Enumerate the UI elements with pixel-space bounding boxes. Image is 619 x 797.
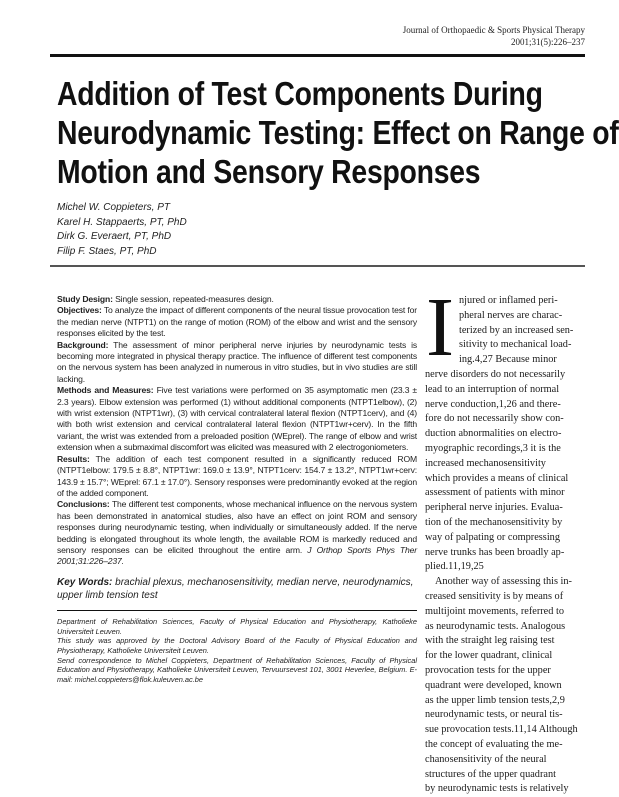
- body-line: ing.4,27 Because minor: [459, 354, 557, 366]
- title-line: Motion and Sensory Responses: [57, 153, 481, 190]
- section-label: Study Design:: [57, 294, 113, 304]
- citation: J Orthop Sports Phys Ther 2001;31:226–237.: [57, 544, 417, 567]
- body-line: neurodynamic tests, or neural tis-: [425, 709, 563, 721]
- body-line: sitivity to mechanical load-: [459, 339, 572, 351]
- body-line: for the lower quadrant, clinical: [425, 650, 553, 662]
- author: Karel H. Stappaerts, PT, PhD: [57, 216, 187, 228]
- author: Dirk G. Everaert, PT, PhD: [57, 231, 172, 242]
- authors-rule: [50, 265, 585, 267]
- section-text: Single session, repeated-measures design.: [112, 294, 274, 304]
- section-label: Conclusions:: [57, 499, 110, 510]
- body-line: with the straight leg raising test: [425, 635, 555, 647]
- abstract-objectives: [57, 305, 417, 339]
- body-line: Another way of assessing this in-: [435, 576, 572, 588]
- body-line: fore do not necessarily show con-: [425, 413, 564, 425]
- section-label: Methods and Measures:: [57, 385, 154, 396]
- body-line: pheral nerves are charac-: [459, 309, 563, 321]
- abstract-methods: [57, 385, 417, 453]
- abstract-results: [57, 454, 417, 500]
- footnote-rule: [57, 610, 417, 612]
- article-title: [57, 74, 619, 191]
- body-line: plied.11,19,25: [425, 561, 484, 573]
- abstract-conclusions: [57, 499, 417, 567]
- footnote: Department of Rehabilitation Sciences, Faculty of Physical Education and Physiotherapy, Katholieke Universiteit Leuven.: [57, 617, 417, 636]
- journal-citation: 2001;31(5):226–237: [511, 37, 585, 47]
- body-line: nerve disorders do not necessarily: [425, 368, 566, 380]
- section-label: Background:: [57, 339, 109, 350]
- drop-cap: I: [426, 281, 454, 374]
- footnote: This study was approved by the Doctoral Advisory Board of the Faculty of Physical Education and Physiotherapy, Katholieke Universiteit Leuven.: [57, 636, 417, 656]
- body-line: multijoint movements, referred to: [425, 605, 564, 617]
- footnote: Send correspondence to Michel Coppieters, Department of Rehabilitation Sciences, Faculty of Physical Education and Physiotherapy, Katholieke Universiteit Leuven, Tervuursevest 101, 3001 Heverlee, Belgium. E-mail: michel.coppieters@flok.kuleuven.ac.be: [57, 655, 417, 684]
- left-column: [57, 294, 417, 684]
- section-text: The different test components, whose mechanical influence on the nervous system has been demonstrated in anatomical studies, also have an effect on joint ROM and sensory responses during neurodynamic testing, when individually or simultaneously added. If the nerve bedding is elongated throughout its whole length, the available ROM is markedly reduced and sensory responses can be elicited throughout the entire arm.: [57, 499, 417, 555]
- author: Michel W. Coppieters, PT: [57, 202, 170, 213]
- body-line: which provides a means of clinical: [425, 472, 569, 484]
- body-line: provocation tests for the upper: [425, 664, 551, 676]
- key-words-text: brachial plexus, mechanosensitivity, median nerve, neurodynamics, upper limb tension test: [57, 576, 414, 601]
- body-line: by neurodynamic tests is relatively: [425, 783, 569, 795]
- body-line: nerve trunks has been broadly ap-: [425, 546, 565, 558]
- abstract-background: [57, 340, 417, 386]
- key-words: [57, 576, 417, 602]
- body-column: [425, 294, 595, 797]
- abstract: [57, 294, 417, 568]
- body-line: the concept of evaluating the me-: [425, 738, 563, 750]
- body-line: peripheral nerve injuries. Evalua-: [425, 502, 563, 514]
- section-label: Results:: [57, 453, 90, 464]
- journal-name: Journal of Orthopaedic & Sports Physical Therapy: [402, 25, 585, 35]
- body-line: duction abnormalities on electro-: [425, 428, 562, 440]
- body-line: assessment of patients with minor: [425, 487, 565, 499]
- section-text: The assessment of minor peripheral nerve injuries by neurodynamic tests is becoming more integrated in physical therapy practice. The influence of different test components on the nervous system has been analyzed in numerous in vitro studies, but in vivo studies are still lacking.: [57, 339, 417, 384]
- body-line: njured or inflamed peri-: [459, 295, 558, 306]
- body-line: way of palpating or compressing: [425, 531, 560, 543]
- author-list: [57, 201, 187, 259]
- body-line: myographic recordings,3 it is the: [425, 442, 561, 454]
- header-rule: [50, 54, 585, 57]
- body-line: creased sensitivity is by means of: [425, 590, 564, 602]
- section-text: The addition of each test component resulted in a significantly reduced ROM (NTPT1elbow: 179.5 ± 8.8°, NTPT1wr: 169.0 ± 13.9°, NTPT1cerv: 154.7 ± 13.2°, NTPT1wr+cerv: 143.9 ± 15.7°; WEprel: 67.1 ± 17.0°). Sensory responses were predominantly evoked at the region of the added component.: [57, 453, 417, 498]
- body-line: terized by an increased sen-: [459, 324, 574, 336]
- author: Filip F. Staes, PT, PhD: [57, 245, 157, 257]
- body-line: nerve conduction,1,26 and there-: [425, 398, 561, 410]
- body-line: structures of the upper quadrant: [425, 768, 556, 780]
- body-line: quadrant were developed, known: [425, 679, 562, 691]
- body-line: increased mechanosensitivity: [425, 457, 546, 469]
- body-line: sue provocation tests.11,14 Although: [425, 724, 578, 736]
- abstract-study-design: [57, 294, 417, 305]
- body-line: as the upper limb tension tests,2,9: [425, 694, 565, 706]
- section-text: Five test variations were performed on 35 asymptomatic men (23.3 ± 2.3 years). Elbow extension was performed (1) without additional components (NTPT1elbow), (2) with wrist extension (NTPT1wr), (3) with cervical contralateral lateral flexion (NTPT1cerv), and (4) with both wrist extension and cervical contralateral lateral flexion (NTPT1wr+cerv). In the fifth variant, the wrist was extended from a preloaded position (WEprel). The range of elbow and wrist extension when a submaximal discomfort was elicited was measured with 2 electrogoniometers.: [57, 385, 417, 453]
- title-line: Neurodynamic Testing: Effect on Range of: [57, 114, 619, 151]
- body-line: lead to an interruption of normal: [425, 383, 560, 395]
- title-line: Addition of Test Components During: [57, 75, 543, 112]
- section-text: To analyze the impact of different components of the neural tissue provocation test for the median nerve (NTPT1) on the range of motion (ROM) of the elbow and wrist and the sensory responses elicited by the test.: [57, 305, 417, 339]
- key-words-label: Key Words:: [57, 576, 113, 588]
- footnotes: [57, 617, 417, 684]
- body-line: tion of the mechanosensitivity by: [425, 516, 563, 528]
- body-line: as neurodynamic tests. Analogous: [425, 620, 566, 632]
- section-label: Objectives:: [57, 305, 102, 316]
- body-line: chanosensitivity of the neural: [425, 753, 547, 765]
